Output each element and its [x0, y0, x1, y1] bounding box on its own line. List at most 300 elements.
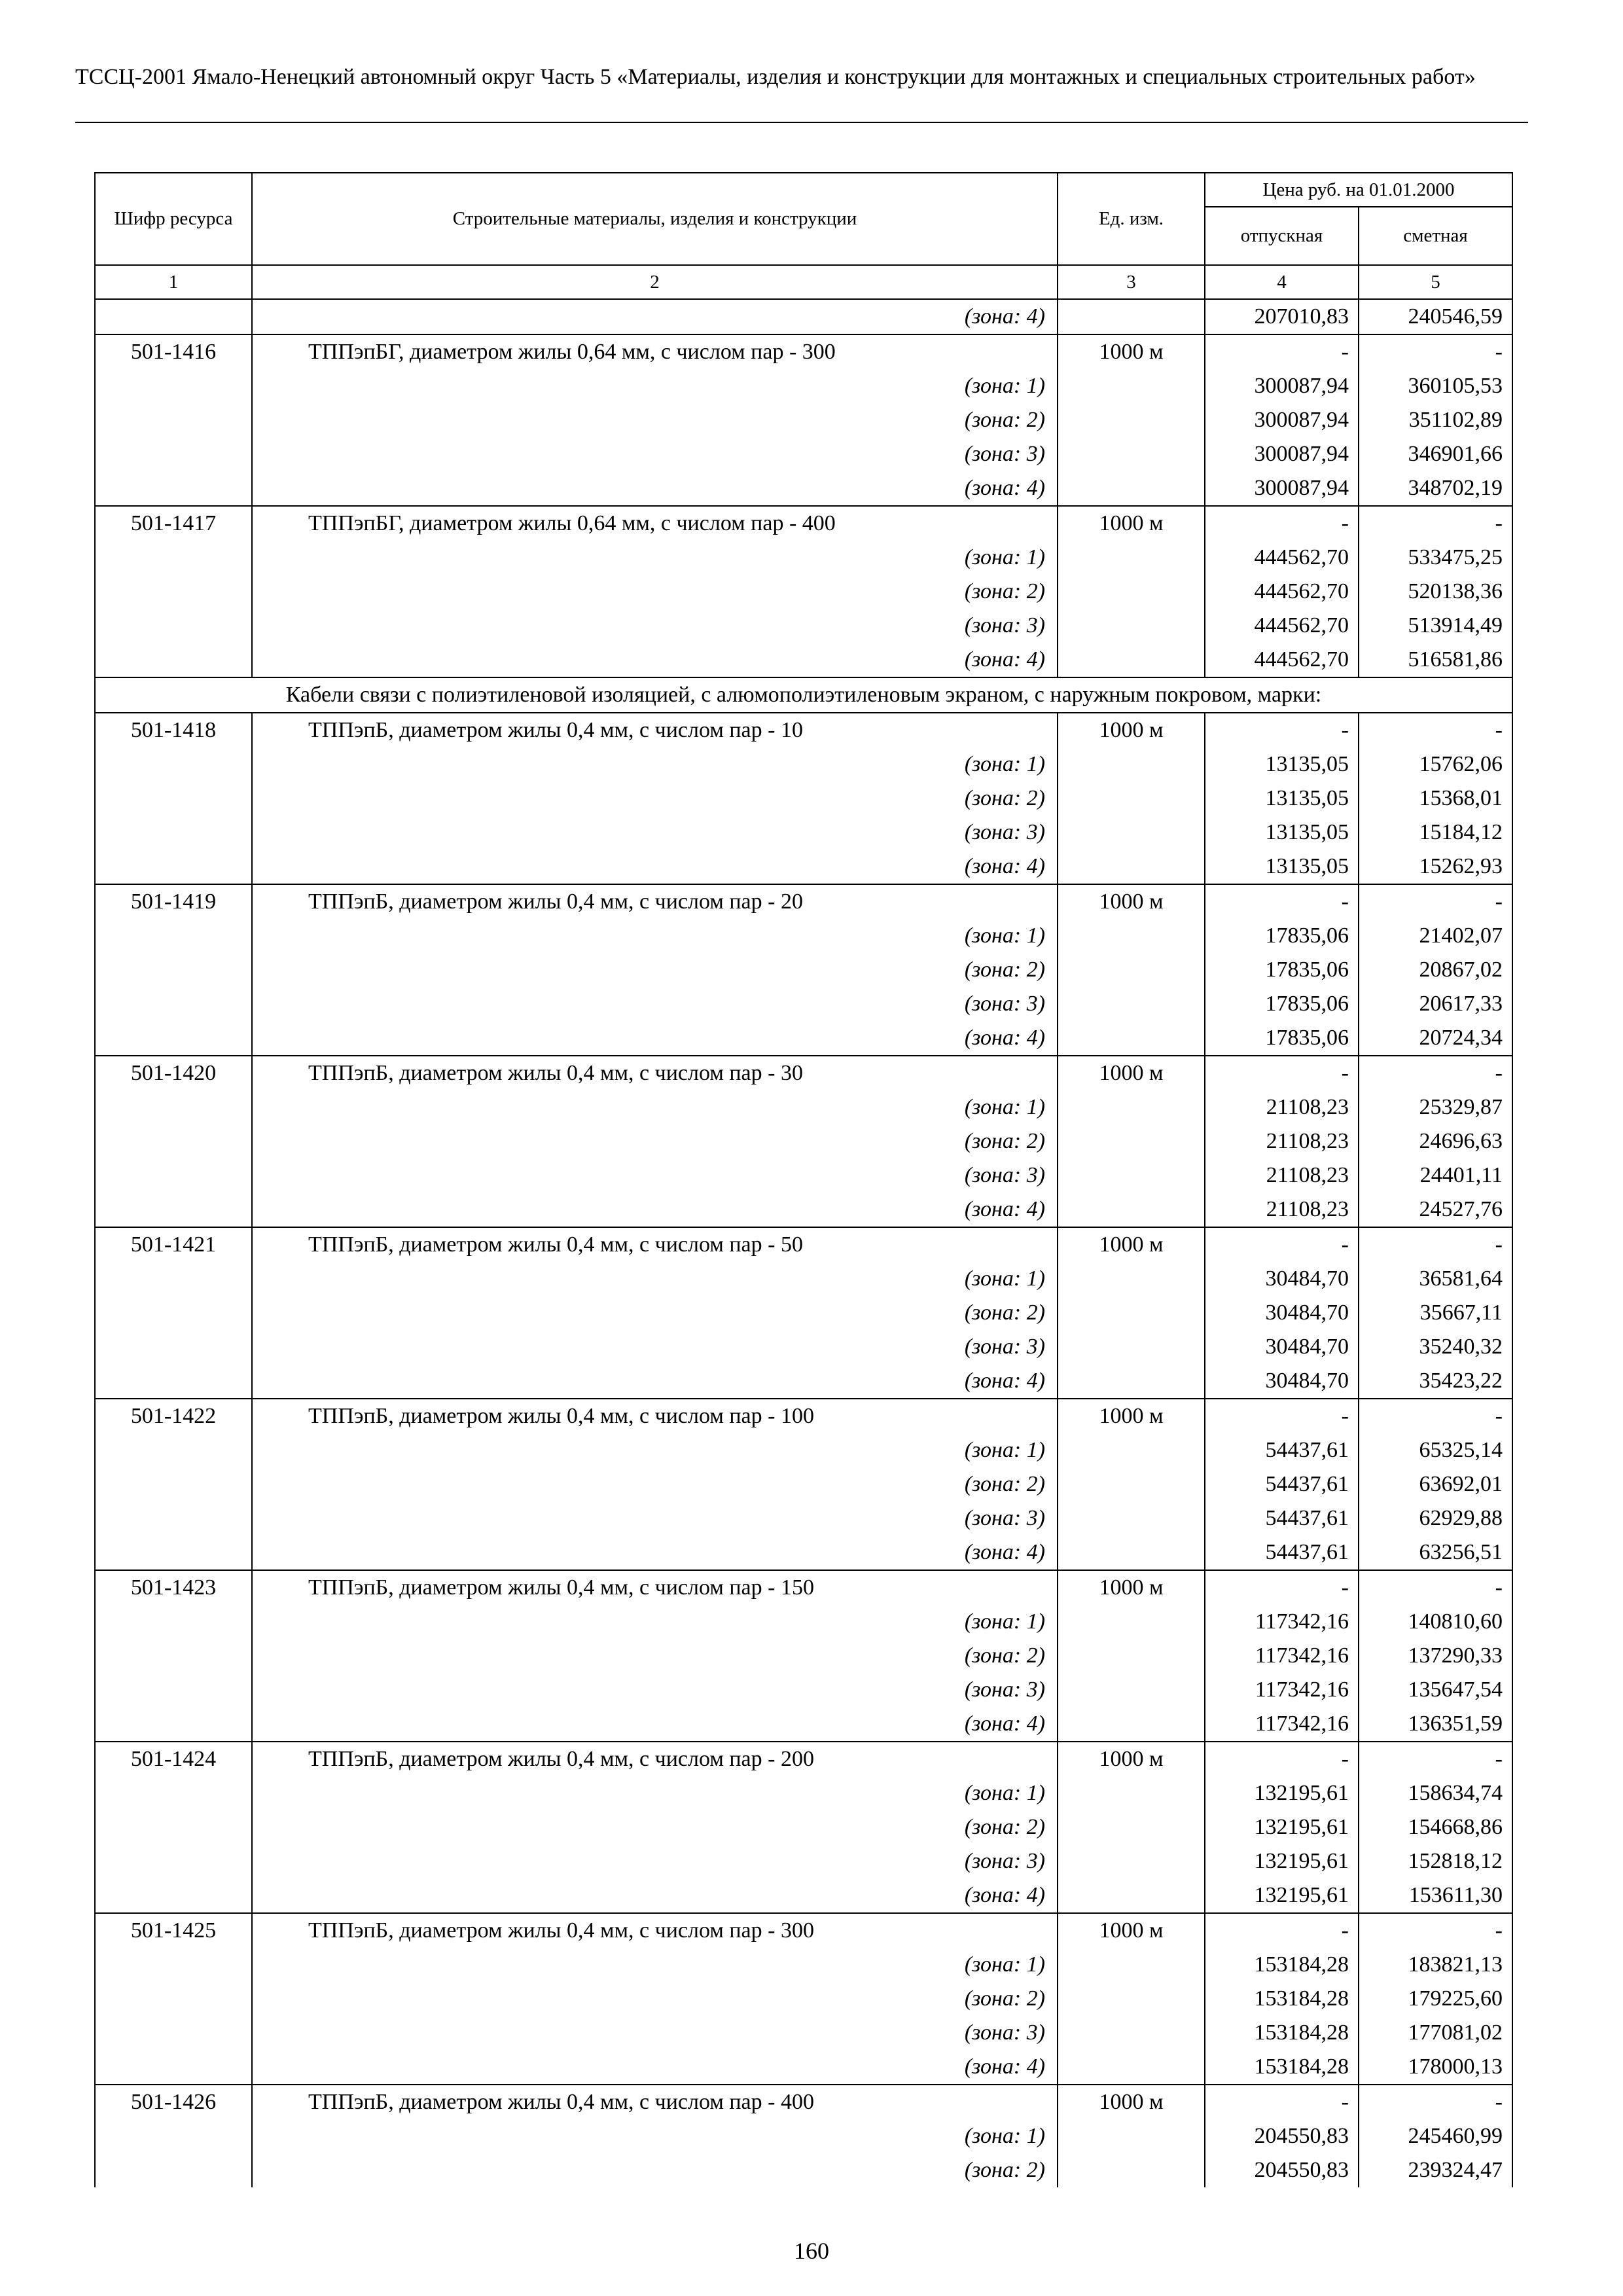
resource-code: 501-1417 — [95, 506, 252, 541]
release-price: 132195,61 — [1205, 1810, 1359, 1844]
zone-label: (зона: 2) — [252, 1639, 1058, 1673]
resource-code — [95, 2016, 252, 2050]
release-price: 17835,06 — [1205, 987, 1359, 1021]
resource-code — [95, 919, 252, 953]
estimate-price: - — [1359, 1913, 1512, 1948]
unit-cell — [1058, 850, 1205, 884]
zone-label: (зона: 4) — [252, 1193, 1058, 1227]
unit-cell — [1058, 2050, 1205, 2085]
release-price: 13135,05 — [1205, 747, 1359, 781]
estimate-price: 24696,63 — [1359, 1124, 1512, 1158]
resource-code: 501-1426 — [95, 2085, 252, 2119]
zone-label: (зона: 3) — [252, 987, 1058, 1021]
zone-label: (зона: 4) — [252, 1021, 1058, 1056]
release-price: 444562,70 — [1205, 541, 1359, 575]
estimate-price: 15184,12 — [1359, 816, 1512, 850]
col-number: 4 — [1205, 265, 1359, 299]
col-number: 5 — [1359, 265, 1512, 299]
zone-label: (зона: 2) — [252, 1124, 1058, 1158]
col-number: 3 — [1058, 265, 1205, 299]
unit-cell: 1000 м — [1058, 1056, 1205, 1090]
material-name: ТППэпБ, диаметром жилы 0,4 мм, с числом пар - 400 — [252, 2085, 1058, 2119]
unit-cell — [1058, 1948, 1205, 1982]
col-header-release: отпускная — [1205, 207, 1359, 265]
estimate-price: 177081,02 — [1359, 2016, 1512, 2050]
estimate-price: 348702,19 — [1359, 471, 1512, 506]
release-price: 54437,61 — [1205, 1535, 1359, 1570]
release-price: 30484,70 — [1205, 1296, 1359, 1330]
estimate-price: 183821,13 — [1359, 1948, 1512, 1982]
item-row — [95, 1570, 1512, 1605]
resource-code — [95, 1948, 252, 1982]
unit-cell — [1058, 1021, 1205, 1056]
zone-row — [95, 1535, 1512, 1570]
zone-label: (зона: 2) — [252, 781, 1058, 816]
unit-cell — [1058, 1844, 1205, 1878]
release-price: - — [1205, 1570, 1359, 1605]
unit-cell — [1058, 541, 1205, 575]
resource-code — [95, 369, 252, 403]
zone-label: (зона: 4) — [252, 1535, 1058, 1570]
item-row — [95, 1742, 1512, 1776]
estimate-price: - — [1359, 1570, 1512, 1605]
release-price: 444562,70 — [1205, 609, 1359, 643]
estimate-price: - — [1359, 1742, 1512, 1776]
zone-row — [95, 2119, 1512, 2153]
unit-cell — [1058, 919, 1205, 953]
zone-row — [95, 987, 1512, 1021]
unit-cell — [1058, 1501, 1205, 1535]
release-price: 117342,16 — [1205, 1639, 1359, 1673]
estimate-price: 154668,86 — [1359, 1810, 1512, 1844]
resource-code — [95, 2119, 252, 2153]
release-price: - — [1205, 334, 1359, 369]
estimate-price: 516581,86 — [1359, 643, 1512, 677]
estimate-price: - — [1359, 713, 1512, 747]
col-header-code: Шифр ресурса — [95, 173, 252, 265]
unit-cell — [1058, 437, 1205, 471]
section-row — [95, 677, 1512, 713]
material-name: ТППэпБ, диаметром жилы 0,4 мм, с числом пар - 100 — [252, 1399, 1058, 1433]
estimate-price: 240546,59 — [1359, 299, 1512, 334]
release-price: 153184,28 — [1205, 1982, 1359, 2016]
unit-cell — [1058, 1707, 1205, 1742]
resource-code — [95, 471, 252, 506]
release-price: 444562,70 — [1205, 575, 1359, 609]
estimate-price: - — [1359, 1227, 1512, 1262]
release-price: 30484,70 — [1205, 1262, 1359, 1296]
estimate-price: 15368,01 — [1359, 781, 1512, 816]
resource-code — [95, 1296, 252, 1330]
unit-cell — [1058, 1433, 1205, 1467]
resource-code: 501-1422 — [95, 1399, 252, 1433]
zone-label: (зона: 2) — [252, 953, 1058, 987]
estimate-price: 136351,59 — [1359, 1707, 1512, 1742]
zone-row — [95, 1501, 1512, 1535]
unit-cell — [1058, 953, 1205, 987]
unit-cell: 1000 м — [1058, 506, 1205, 541]
zone-row — [95, 1124, 1512, 1158]
estimate-price: 63692,01 — [1359, 1467, 1512, 1501]
zone-label: (зона: 4) — [252, 1707, 1058, 1742]
header-divider — [75, 122, 1528, 123]
zone-row — [95, 1707, 1512, 1742]
estimate-price: - — [1359, 506, 1512, 541]
unit-cell: 1000 м — [1058, 2085, 1205, 2119]
release-price: 30484,70 — [1205, 1364, 1359, 1399]
estimate-price: 24401,11 — [1359, 1158, 1512, 1193]
zone-label: (зона: 1) — [252, 1948, 1058, 1982]
zone-label: (зона: 2) — [252, 403, 1058, 437]
zone-row — [95, 1878, 1512, 1913]
resource-code — [95, 2050, 252, 2085]
col-header-unit: Ед. изм. — [1058, 173, 1205, 265]
release-price: 117342,16 — [1205, 1605, 1359, 1639]
estimate-price: 20867,02 — [1359, 953, 1512, 987]
release-price: 132195,61 — [1205, 1878, 1359, 1913]
zone-row — [95, 2016, 1512, 2050]
zone-label: (зона: 3) — [252, 1158, 1058, 1193]
resource-code — [95, 1707, 252, 1742]
zone-label: (зона: 3) — [252, 1844, 1058, 1878]
zone-row — [95, 609, 1512, 643]
unit-cell — [1058, 1776, 1205, 1810]
zone-label: (зона: 2) — [252, 1467, 1058, 1501]
estimate-price: - — [1359, 2085, 1512, 2119]
zone-row — [95, 816, 1512, 850]
unit-cell — [1058, 1878, 1205, 1913]
resource-code — [95, 953, 252, 987]
estimate-price: 15262,93 — [1359, 850, 1512, 884]
estimate-price: 35667,11 — [1359, 1296, 1512, 1330]
resource-code: 501-1418 — [95, 713, 252, 747]
estimate-price: 20724,34 — [1359, 1021, 1512, 1056]
zone-label: (зона: 1) — [252, 1776, 1058, 1810]
item-row — [95, 884, 1512, 919]
release-price: 300087,94 — [1205, 437, 1359, 471]
zone-label: (зона: 2) — [252, 1810, 1058, 1844]
resource-code — [95, 1364, 252, 1399]
resource-code — [95, 299, 252, 334]
estimate-price: 140810,60 — [1359, 1605, 1512, 1639]
release-price: - — [1205, 2085, 1359, 2119]
unit-cell — [1058, 1673, 1205, 1707]
estimate-price: 35240,32 — [1359, 1330, 1512, 1364]
unit-cell — [1058, 1982, 1205, 2016]
resource-code: 501-1424 — [95, 1742, 252, 1776]
resource-code — [95, 1090, 252, 1124]
unit-cell — [1058, 2153, 1205, 2187]
release-price: - — [1205, 884, 1359, 919]
zone-row — [95, 1673, 1512, 1707]
resource-code — [95, 1021, 252, 1056]
item-row — [95, 334, 1512, 369]
release-price: 117342,16 — [1205, 1707, 1359, 1742]
resource-code — [95, 2153, 252, 2187]
release-price: 17835,06 — [1205, 1021, 1359, 1056]
price-table — [94, 172, 1513, 2187]
zone-label: (зона: 3) — [252, 1501, 1058, 1535]
section-title: Кабели связи с полиэтиленовой изоляцией, с алюмополиэтиленовым экраном, с наружным покровом, марки: — [95, 677, 1512, 713]
estimate-price: - — [1359, 884, 1512, 919]
zone-label: (зона: 4) — [252, 643, 1058, 677]
unit-cell — [1058, 781, 1205, 816]
resource-code — [95, 1124, 252, 1158]
zone-label: (зона: 1) — [252, 919, 1058, 953]
release-price: 300087,94 — [1205, 369, 1359, 403]
resource-code — [95, 781, 252, 816]
zone-label: (зона: 3) — [252, 609, 1058, 643]
estimate-price: - — [1359, 334, 1512, 369]
material-name: ТППэпБ, диаметром жилы 0,4 мм, с числом пар - 300 — [252, 1913, 1058, 1948]
zone-row — [95, 919, 1512, 953]
release-price: 30484,70 — [1205, 1330, 1359, 1364]
release-price: - — [1205, 1056, 1359, 1090]
zone-row — [95, 471, 1512, 506]
zone-row — [95, 1090, 1512, 1124]
release-price: 13135,05 — [1205, 816, 1359, 850]
resource-code — [95, 1982, 252, 2016]
estimate-price: 65325,14 — [1359, 1433, 1512, 1467]
release-price: 444562,70 — [1205, 643, 1359, 677]
material-name: ТППэпБ, диаметром жилы 0,4 мм, с числом пар - 50 — [252, 1227, 1058, 1262]
zone-row — [95, 1296, 1512, 1330]
col-header-estimate: сметная — [1359, 207, 1512, 265]
release-price: 21108,23 — [1205, 1193, 1359, 1227]
unit-cell: 1000 м — [1058, 713, 1205, 747]
release-price: 54437,61 — [1205, 1501, 1359, 1535]
release-price: 132195,61 — [1205, 1844, 1359, 1878]
zone-label: (зона: 1) — [252, 747, 1058, 781]
estimate-price: 245460,99 — [1359, 2119, 1512, 2153]
zone-row — [95, 1262, 1512, 1296]
unit-cell — [1058, 1193, 1205, 1227]
col-number: 2 — [252, 265, 1058, 299]
resource-code — [95, 1639, 252, 1673]
resource-code — [95, 1158, 252, 1193]
release-price: 54437,61 — [1205, 1467, 1359, 1501]
resource-code — [95, 816, 252, 850]
zone-label: (зона: 1) — [252, 1605, 1058, 1639]
unit-cell — [1058, 2016, 1205, 2050]
resource-code — [95, 1878, 252, 1913]
unit-cell — [1058, 575, 1205, 609]
estimate-price: 520138,36 — [1359, 575, 1512, 609]
zone-row — [95, 575, 1512, 609]
zone-label: (зона: 3) — [252, 1673, 1058, 1707]
item-row — [95, 506, 1512, 541]
release-price: 153184,28 — [1205, 2016, 1359, 2050]
unit-cell — [1058, 1810, 1205, 1844]
col-number: 1 — [95, 265, 252, 299]
material-name: ТППэпБГ, диаметром жилы 0,64 мм, с числом пар - 400 — [252, 506, 1058, 541]
estimate-price: 239324,47 — [1359, 2153, 1512, 2187]
release-price: 17835,06 — [1205, 919, 1359, 953]
zone-row — [95, 1364, 1512, 1399]
unit-cell — [1058, 1124, 1205, 1158]
estimate-price: 152818,12 — [1359, 1844, 1512, 1878]
release-price: 207010,83 — [1205, 299, 1359, 334]
resource-code: 501-1419 — [95, 884, 252, 919]
estimate-price: 513914,49 — [1359, 609, 1512, 643]
unit-cell — [1058, 816, 1205, 850]
estimate-price: 178000,13 — [1359, 2050, 1512, 2085]
zone-label: (зона: 1) — [252, 2119, 1058, 2153]
estimate-price: 36581,64 — [1359, 1262, 1512, 1296]
release-price: - — [1205, 1913, 1359, 1948]
estimate-price: 179225,60 — [1359, 1982, 1512, 2016]
estimate-price: 15762,06 — [1359, 747, 1512, 781]
unit-cell: 1000 м — [1058, 1913, 1205, 1948]
table-body — [95, 299, 1512, 2187]
estimate-price: - — [1359, 1056, 1512, 1090]
resource-code: 501-1420 — [95, 1056, 252, 1090]
resource-code — [95, 1467, 252, 1501]
zone-label: (зона: 1) — [252, 1090, 1058, 1124]
release-price: 17835,06 — [1205, 953, 1359, 987]
estimate-price: - — [1359, 1399, 1512, 1433]
unit-cell — [1058, 299, 1205, 334]
unit-cell — [1058, 403, 1205, 437]
unit-cell: 1000 м — [1058, 1742, 1205, 1776]
resource-code — [95, 1535, 252, 1570]
zone-row — [95, 437, 1512, 471]
resource-code — [95, 1433, 252, 1467]
zone-row — [95, 1844, 1512, 1878]
zone-label: (зона: 2) — [252, 1296, 1058, 1330]
estimate-price: 135647,54 — [1359, 1673, 1512, 1707]
zone-row — [95, 747, 1512, 781]
release-price: 117342,16 — [1205, 1673, 1359, 1707]
zone-row — [95, 369, 1512, 403]
zone-row — [95, 2153, 1512, 2187]
estimate-price: 137290,33 — [1359, 1639, 1512, 1673]
zone-label: (зона: 3) — [252, 437, 1058, 471]
unit-cell — [1058, 1296, 1205, 1330]
resource-code — [95, 1810, 252, 1844]
item-row — [95, 713, 1512, 747]
zone-label: (зона: 4) — [252, 1878, 1058, 1913]
resource-code: 501-1423 — [95, 1570, 252, 1605]
resource-code: 501-1425 — [95, 1913, 252, 1948]
resource-code — [95, 437, 252, 471]
zone-label: (зона: 1) — [252, 369, 1058, 403]
release-price: 21108,23 — [1205, 1124, 1359, 1158]
unit-cell — [1058, 1639, 1205, 1673]
estimate-price: 153611,30 — [1359, 1878, 1512, 1913]
zone-label: (зона: 1) — [252, 1433, 1058, 1467]
unit-cell: 1000 м — [1058, 1399, 1205, 1433]
release-price: 300087,94 — [1205, 403, 1359, 437]
zone-row — [95, 1776, 1512, 1810]
release-price: 21108,23 — [1205, 1090, 1359, 1124]
estimate-price: 346901,66 — [1359, 437, 1512, 471]
zone-row — [95, 1605, 1512, 1639]
unit-cell — [1058, 747, 1205, 781]
zone-row — [95, 1467, 1512, 1501]
release-price: 54437,61 — [1205, 1433, 1359, 1467]
zone-row — [95, 403, 1512, 437]
resource-code — [95, 643, 252, 677]
zone-label: (зона: 3) — [252, 816, 1058, 850]
zone-row — [95, 850, 1512, 884]
resource-code — [95, 987, 252, 1021]
zone-row — [95, 643, 1512, 677]
zone-row — [95, 1433, 1512, 1467]
resource-code — [95, 747, 252, 781]
release-price: - — [1205, 1227, 1359, 1262]
item-row — [95, 1056, 1512, 1090]
unit-cell — [1058, 1158, 1205, 1193]
document-header: ТССЦ-2001 Ямало-Ненецкий автономный округ Часть 5 «Материалы, изделия и конструкции для монтажных и специальных строительных работ» — [75, 65, 1476, 89]
unit-cell — [1058, 1535, 1205, 1570]
estimate-price: 63256,51 — [1359, 1535, 1512, 1570]
release-price: 300087,94 — [1205, 471, 1359, 506]
zone-label: (зона: 3) — [252, 2016, 1058, 2050]
unit-cell: 1000 м — [1058, 1227, 1205, 1262]
release-price: 13135,05 — [1205, 781, 1359, 816]
zone-label: (зона: 3) — [252, 1330, 1058, 1364]
zone-label: (зона: 2) — [252, 1982, 1058, 2016]
zone-row — [95, 1639, 1512, 1673]
zone-label: (зона: 4) — [252, 850, 1058, 884]
zone-label: (зона: 4) — [252, 471, 1058, 506]
zone-label: (зона: 1) — [252, 1262, 1058, 1296]
unit-cell — [1058, 471, 1205, 506]
zone-label: (зона: 1) — [252, 541, 1058, 575]
resource-code — [95, 1605, 252, 1639]
estimate-price: 62929,88 — [1359, 1501, 1512, 1535]
unit-cell: 1000 м — [1058, 884, 1205, 919]
zone-row — [95, 1982, 1512, 2016]
zone-row — [95, 781, 1512, 816]
zone-row — [95, 1810, 1512, 1844]
zone-label: (зона: 2) — [252, 2153, 1058, 2187]
material-name: ТППэпБ, диаметром жилы 0,4 мм, с числом пар - 20 — [252, 884, 1058, 919]
resource-code: 501-1416 — [95, 334, 252, 369]
resource-code — [95, 850, 252, 884]
unit-cell — [1058, 987, 1205, 1021]
unit-cell — [1058, 1090, 1205, 1124]
resource-code — [95, 541, 252, 575]
zone-label: (зона: 4) — [252, 299, 1058, 334]
unit-cell: 1000 м — [1058, 334, 1205, 369]
estimate-price: 360105,53 — [1359, 369, 1512, 403]
release-price: 132195,61 — [1205, 1776, 1359, 1810]
release-price: 13135,05 — [1205, 850, 1359, 884]
estimate-price: 24527,76 — [1359, 1193, 1512, 1227]
col-header-name: Строительные материалы, изделия и конструкции — [252, 173, 1058, 265]
material-name: ТППэпБ, диаметром жилы 0,4 мм, с числом пар - 200 — [252, 1742, 1058, 1776]
item-row — [95, 1399, 1512, 1433]
zone-row — [95, 299, 1512, 334]
zone-row — [95, 541, 1512, 575]
unit-cell — [1058, 1262, 1205, 1296]
estimate-price: 533475,25 — [1359, 541, 1512, 575]
unit-cell — [1058, 609, 1205, 643]
resource-code — [95, 1262, 252, 1296]
page-number: 160 — [794, 2238, 829, 2264]
release-price: 204550,83 — [1205, 2119, 1359, 2153]
release-price: - — [1205, 1399, 1359, 1433]
zone-label: (зона: 4) — [252, 2050, 1058, 2085]
unit-cell: 1000 м — [1058, 1570, 1205, 1605]
estimate-price: 351102,89 — [1359, 403, 1512, 437]
zone-label: (зона: 2) — [252, 575, 1058, 609]
material-name: ТППэпБ, диаметром жилы 0,4 мм, с числом пар - 10 — [252, 713, 1058, 747]
estimate-price: 35423,22 — [1359, 1364, 1512, 1399]
estimate-price: 25329,87 — [1359, 1090, 1512, 1124]
